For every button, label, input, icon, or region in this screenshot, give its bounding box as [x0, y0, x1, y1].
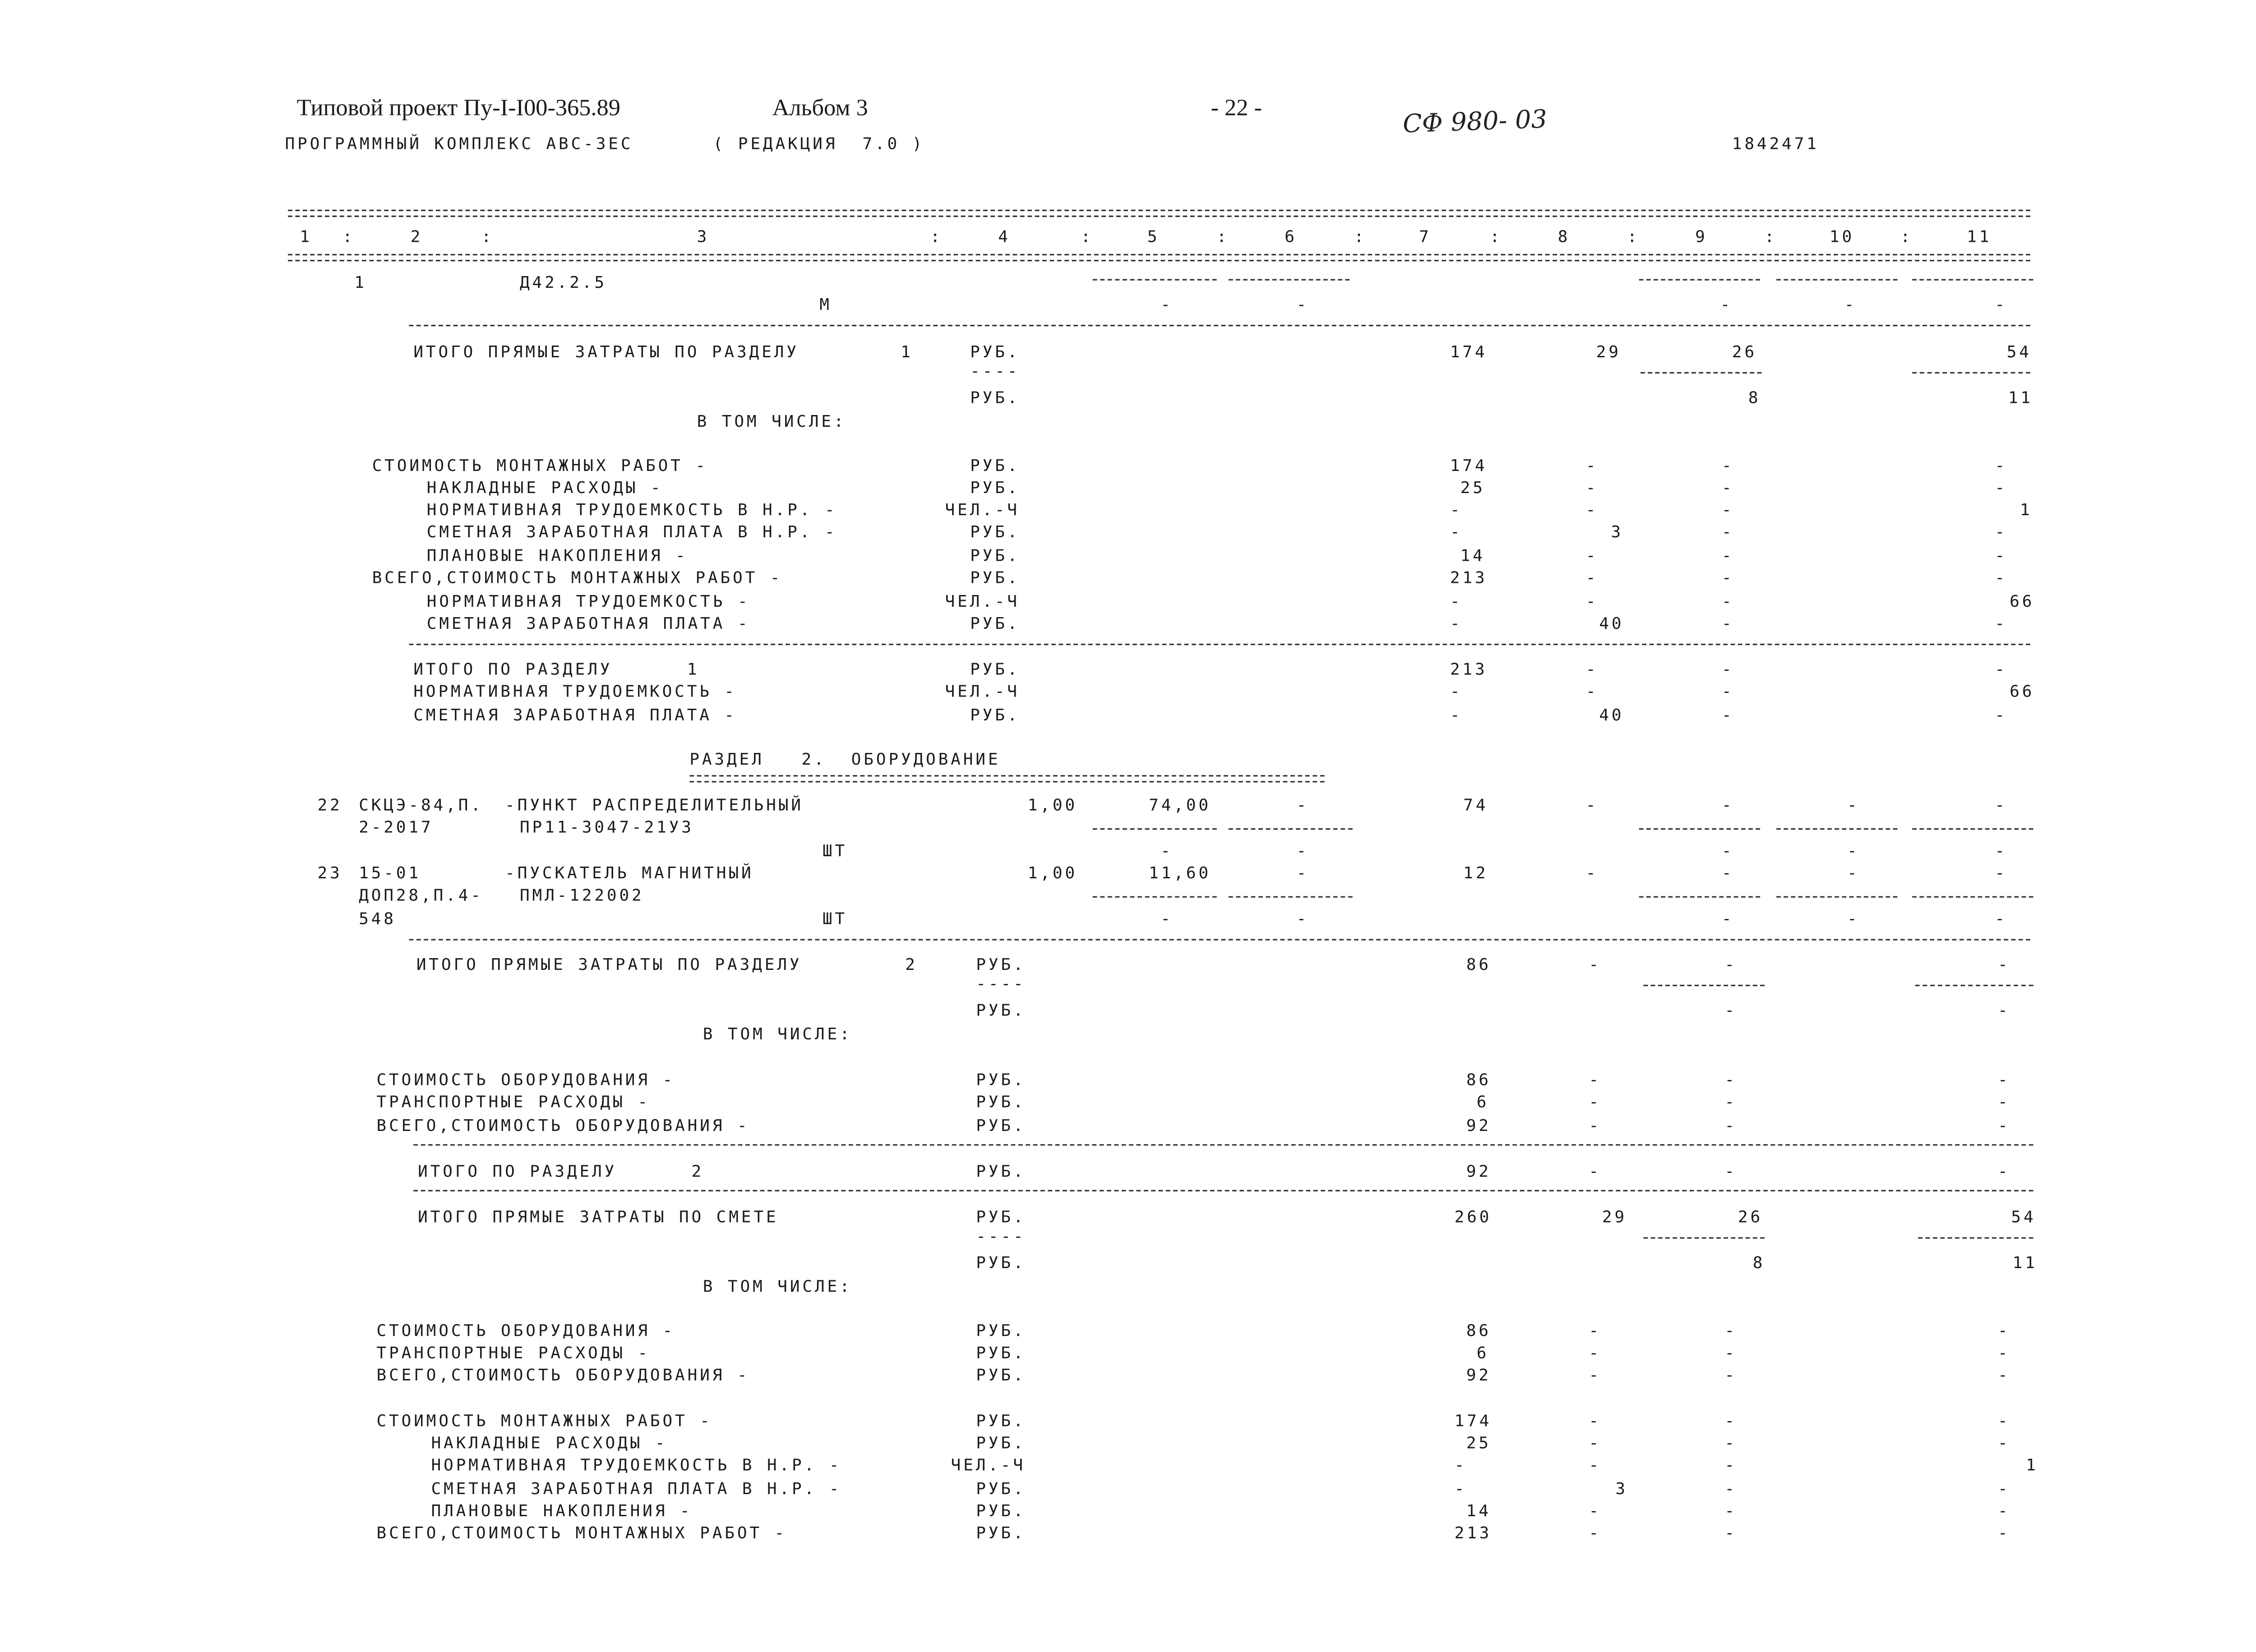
col-number: 8 [1558, 227, 1571, 247]
col-sep: : [481, 227, 494, 247]
row-unit: РУБ. [970, 660, 1020, 679]
col-number: 6 [1285, 227, 1297, 247]
header-rule-bottom-2 [288, 260, 2030, 261]
col-sep: : [1081, 227, 1094, 247]
cell-c8: - [1589, 1116, 1601, 1135]
cell-c11: 66 [2010, 592, 2035, 611]
col-number: 2 [410, 227, 423, 247]
cell-c8: - [1589, 955, 1601, 974]
cell-c8: - [1586, 660, 1599, 679]
cell-c7: 213 [1450, 660, 1488, 679]
album-label: Альбом 3 [772, 96, 868, 121]
cell-c9: - [1721, 660, 1734, 679]
cell-c7: 213 [1454, 1523, 1492, 1543]
cell-c7: - [1450, 592, 1463, 611]
cell-c7: - [1450, 522, 1463, 542]
cell-rule [1776, 279, 1897, 281]
row-label: НОРМАТИВНАЯ ТРУДОЕМКОСТЬ В Н.Р. - [431, 1455, 842, 1475]
cell-c11: - [1997, 1366, 2011, 1385]
handwritten-code: СФ 980- 03 [1402, 105, 1548, 140]
cell-c9: - [1721, 500, 1734, 520]
cell-c11: 11 [2008, 388, 2033, 408]
cell-c7: 6 [1476, 1343, 1489, 1363]
col-sep: : [1490, 227, 1502, 247]
cell-c11: - [1997, 1433, 2011, 1453]
cell-c8: - [1589, 1343, 1601, 1363]
row-unit: РУБ. [970, 478, 1020, 498]
row-label: СМЕТНАЯ ЗАРАБОТНАЯ ПЛАТА В Н.Р. - [431, 1479, 842, 1499]
cell-c11: - [1997, 1343, 2011, 1363]
cell-c11: - [1997, 1001, 2011, 1020]
cell-c9: - [1721, 706, 1734, 725]
cell-rule [1639, 279, 1760, 281]
cell-c9: - [1724, 1162, 1738, 1181]
row-unit: М [819, 295, 832, 315]
col-sep: : [342, 227, 355, 247]
cell-c9: - [1721, 478, 1734, 498]
cell-rule [1912, 372, 2030, 374]
cell-c9: - [1721, 546, 1734, 566]
cell-c11: - [1997, 1162, 2011, 1181]
cell-c8: - [1589, 1523, 1601, 1543]
header-rule-bottom [288, 254, 2030, 255]
cell-c8: - [1589, 1455, 1601, 1475]
row-rule [409, 644, 2030, 645]
cell-c8: - [1589, 1433, 1601, 1453]
cell-c7: 213 [1450, 568, 1488, 588]
row-unit: РУБ. [970, 522, 1020, 542]
item-name: -ПУСКАТЕЛЬ МАГНИТНЫЙ [505, 863, 754, 883]
item-quantity: 1,00 [1027, 863, 1078, 883]
cell-c8: - [1589, 1070, 1601, 1090]
row-unit: РУБ. [976, 1162, 1026, 1181]
cell-c11: 11 [2012, 1253, 2038, 1273]
row-unit: РУБ. [976, 1343, 1026, 1363]
cell-c8: 3 [1615, 1479, 1628, 1499]
row-unit: ЧЕЛ.-Ч [945, 682, 1020, 701]
cell-c11: - [1997, 955, 2011, 974]
col-number: 3 [697, 227, 710, 247]
cell-c9: - [1724, 1479, 1738, 1499]
section2-title: РАЗДЕЛ 2. ОБОРУДОВАНИЕ [689, 750, 1001, 770]
cell-c7: 86 [1466, 955, 1491, 974]
cell-c9: - [1724, 1501, 1738, 1521]
item-unit: ШТ [822, 841, 848, 861]
row-unit: РУБ. [970, 614, 1020, 633]
row-rule [409, 325, 2030, 326]
cell-rule [1093, 896, 1217, 897]
section-number: 2 [905, 955, 918, 974]
section-number: 1 [901, 342, 913, 362]
cell: - [1720, 295, 1733, 315]
cell-c8: - [1586, 500, 1599, 520]
row-unit: РУБ. [976, 1207, 1026, 1227]
row-code: Д42.2.5 [519, 273, 607, 292]
col-sep: : [930, 227, 943, 247]
row-label: СТОИМОСТЬ ОБОРУДОВАНИЯ - [376, 1070, 675, 1090]
col-number: 11 [1967, 227, 1992, 247]
cell-c11: - [1995, 568, 2007, 588]
cell-c11: - [1995, 614, 2007, 633]
cell-c10: - [1847, 795, 1860, 815]
row-label: СМЕТНАЯ ЗАРАБОТНАЯ ПЛАТА В Н.Р. - [426, 522, 837, 542]
cell: - [1995, 295, 2007, 315]
row-label: НОРМАТИВНАЯ ТРУДОЕМКОСТЬ В Н.Р. - [426, 500, 837, 520]
cell-c7: 74 [1463, 795, 1489, 815]
cell-c7: 174 [1450, 456, 1488, 475]
cell-c7: 86 [1466, 1321, 1491, 1341]
row-rule [413, 1144, 2033, 1145]
row-unit: РУБ. [976, 1366, 1026, 1385]
cell-c9: 8 [1752, 1253, 1766, 1273]
cell-c9: - [1724, 1455, 1738, 1475]
col-sep: : [1354, 227, 1367, 247]
cell-rule [1229, 279, 1350, 281]
item-price: 74,00 [1149, 795, 1211, 815]
cell-c8: - [1586, 682, 1599, 701]
cell-c11: - [1997, 1411, 2011, 1431]
col-number: 5 [1147, 227, 1160, 247]
cell-c7: 92 [1466, 1366, 1491, 1385]
cell-c7: - [1450, 706, 1463, 725]
col-number: 9 [1695, 227, 1708, 247]
cell-c7: - [1450, 682, 1463, 701]
row-unit: РУБ. [976, 1523, 1026, 1543]
cell-rule [1229, 896, 1353, 897]
item-name: -ПУНКТ РАСПРЕДЕЛИТЕЛЬНЫЙ [505, 795, 804, 815]
cell-rule [1912, 896, 2033, 897]
cell-c11: 66 [2010, 682, 2035, 701]
cell: - [1160, 909, 1173, 929]
cell-c11: - [1995, 660, 2007, 679]
cell-c11: 54 [2011, 1207, 2036, 1227]
row-unit: РУБ. [976, 1321, 1026, 1341]
cell-c7: - [1450, 614, 1463, 633]
row-unit: РУБ. [970, 388, 1020, 408]
cell-c8: 3 [1611, 522, 1624, 542]
item-name: ПР11-3047-21У3 [519, 818, 694, 837]
cell-c8: - [1586, 546, 1599, 566]
unit-underline: ---- [976, 1227, 1026, 1246]
item-price: 11,60 [1149, 863, 1211, 883]
row-unit: РУБ. [976, 1479, 1026, 1499]
unit-underline: ---- [976, 974, 1026, 994]
program-name: ПРОГРАММНЫЙ КОМПЛЕКС АВС-ЗЕС [285, 134, 633, 154]
cell-c6: - [1296, 795, 1309, 815]
including-label: В ТОМ ЧИСЛЕ: [697, 412, 846, 431]
cell-c11: - [1995, 546, 2007, 566]
row-label: ТРАНСПОРТНЫЕ РАСХОДЫ - [376, 1092, 650, 1112]
program-edition: ( РЕДАКЦИЯ 7.0 ) [713, 134, 925, 154]
row-unit: ЧЕЛ.-Ч [951, 1455, 1026, 1475]
cell-c8: - [1589, 1366, 1601, 1385]
doc-number: 1842471 [1732, 134, 1819, 154]
row-label: ТРАНСПОРТНЫЕ РАСХОДЫ - [376, 1343, 650, 1363]
col-sep: : [1627, 227, 1640, 247]
cell-rule [1643, 985, 1764, 986]
row-number: 1 [354, 273, 367, 292]
cell-rule [1776, 896, 1897, 897]
cell-c8: 40 [1599, 614, 1624, 633]
cell: - [1995, 909, 2007, 929]
row-unit: РУБ. [976, 1070, 1026, 1090]
cell: - [1160, 841, 1173, 861]
cell-c11: - [1997, 1321, 2011, 1341]
row-unit: РУБ. [976, 955, 1026, 974]
cell-c11: - [1995, 522, 2007, 542]
cell-c11: - [1995, 478, 2007, 498]
section2-title-underline [689, 775, 1324, 782]
cell-c11: - [1997, 1479, 2011, 1499]
col-sep: : [1216, 227, 1230, 247]
row-unit: РУБ. [976, 1433, 1026, 1453]
cell-c9: - [1724, 1433, 1738, 1453]
cell-c9: - [1721, 522, 1734, 542]
header-rule-top [288, 210, 2030, 211]
cell-rule [1229, 828, 1353, 830]
item-code: 2-2017 [359, 818, 434, 837]
row-unit: РУБ. [976, 1501, 1026, 1521]
cell: - [1721, 909, 1734, 929]
cell-c7: 25 [1466, 1433, 1491, 1453]
row-label: ВСЕГО,СТОИМОСТЬ МОНТАЖНЫХ РАБОТ - [376, 1523, 787, 1543]
cell-rule [1776, 828, 1897, 830]
cell-c7: - [1450, 500, 1463, 520]
cell: - [1844, 295, 1857, 315]
cell-c11: 54 [2006, 342, 2032, 362]
cell-c7: - [1454, 1479, 1467, 1499]
item-number: 22 [317, 795, 342, 815]
row-unit: РУБ. [976, 1253, 1026, 1273]
cell-rule [1643, 1237, 1764, 1238]
page-number: - 22 - [1211, 96, 1262, 121]
row-label: СТОИМОСТЬ МОНТАЖНЫХ РАБОТ - [372, 456, 708, 475]
cell: - [1296, 295, 1309, 315]
cell-c7: 14 [1466, 1501, 1491, 1521]
row-label: НОРМАТИВНАЯ ТРУДОЕМКОСТЬ - [413, 682, 737, 701]
row-unit: ЧЕЛ.-Ч [945, 592, 1020, 611]
row-label: НОРМАТИВНАЯ ТРУДОЕМКОСТЬ - [426, 592, 750, 611]
cell-c7: 6 [1476, 1092, 1489, 1112]
cell-c8: - [1586, 456, 1599, 475]
row-unit: РУБ. [976, 1001, 1026, 1020]
cell-c7: 260 [1454, 1207, 1492, 1227]
including-label: В ТОМ ЧИСЛЕ: [703, 1024, 852, 1044]
row-label: ПЛАНОВЫЕ НАКОПЛЕНИЯ - [426, 546, 688, 566]
cell-rule [1915, 985, 2034, 986]
cell-c9: - [1724, 1116, 1738, 1135]
cell-c11: 1 [2020, 500, 2033, 520]
cell-c11: - [1997, 1092, 2011, 1112]
row-unit: РУБ. [970, 456, 1020, 475]
cell-c9: - [1721, 795, 1734, 815]
cell-rule [1093, 279, 1217, 281]
row-unit: РУБ. [976, 1411, 1026, 1431]
cell-c9: 8 [1748, 388, 1761, 408]
cell-rule [1918, 1237, 2033, 1238]
cell: - [1847, 841, 1860, 861]
cell-c8: 29 [1596, 342, 1621, 362]
cell-c7: 25 [1460, 478, 1485, 498]
cell: - [1160, 295, 1173, 315]
cell-c8: 40 [1599, 706, 1624, 725]
cell-c8: - [1589, 1321, 1601, 1341]
cell-c9: 26 [1732, 342, 1757, 362]
cell-c8: - [1589, 1092, 1601, 1112]
cell-c9: - [1724, 1366, 1738, 1385]
item-unit: ШТ [822, 909, 848, 929]
row-label: ИТОГО ПО РАЗДЕЛУ 1 [413, 660, 700, 679]
cell-c11: - [1995, 706, 2007, 725]
cell-c9: - [1724, 1070, 1738, 1090]
cell-c11: - [1995, 456, 2007, 475]
cell-rule [1912, 828, 2033, 830]
cell-c11: - [1997, 1501, 2011, 1521]
cell-c7: 86 [1466, 1070, 1491, 1090]
col-sep: : [1900, 227, 1913, 247]
cell-c9: - [1724, 1092, 1738, 1112]
cell-c8: 29 [1602, 1207, 1627, 1227]
cell-c8: - [1589, 1411, 1601, 1431]
row-rule [413, 1190, 2033, 1191]
cell-c9: - [1724, 1411, 1738, 1431]
cell-c9: - [1721, 456, 1734, 475]
item-code: 15-01 [359, 863, 421, 883]
col-number: 7 [1419, 227, 1432, 247]
row-label: НАКЛАДНЫЕ РАСХОДЫ - [426, 478, 663, 498]
row-unit: РУБ. [970, 546, 1020, 566]
col-number: 4 [998, 227, 1011, 247]
cell-c9: - [1724, 1001, 1738, 1020]
row-unit: РУБ. [970, 568, 1020, 588]
row-label: ВСЕГО,СТОИМОСТЬ ОБОРУДОВАНИЯ - [376, 1116, 750, 1135]
cell-c8: - [1586, 795, 1599, 815]
item-name: ПМЛ-122002 [519, 886, 644, 905]
cell-c7: 92 [1466, 1162, 1491, 1181]
col-number: 1 [300, 227, 312, 247]
including-label: В ТОМ ЧИСЛЕ: [703, 1277, 852, 1297]
cell-c7: 92 [1466, 1116, 1491, 1135]
cell-c9: - [1721, 568, 1734, 588]
cell-c9: - [1724, 1523, 1738, 1543]
cell: - [1847, 909, 1860, 929]
row-label: СМЕТНАЯ ЗАРАБОТНАЯ ПЛАТА - [426, 614, 750, 633]
row-label: ИТОГО ПРЯМЫЕ ЗАТРАТЫ ПО РАЗДЕЛУ [413, 342, 799, 362]
row-label: ИТОГО ПРЯМЫЕ ЗАТРАТЫ ПО СМЕТЕ [418, 1207, 779, 1227]
item-code: 548 [359, 909, 396, 929]
cell-c11: 1 [2026, 1455, 2039, 1475]
item-code: СКЦЭ-84,П. [359, 795, 483, 815]
cell-c9: - [1724, 1321, 1738, 1341]
row-unit: РУБ. [970, 706, 1020, 725]
cell-c9: - [1721, 682, 1734, 701]
col-sep: : [1764, 227, 1777, 247]
cell-c11: - [1997, 1523, 2011, 1543]
project-title: Типовой проект Пу-I-I00-365.89 [296, 96, 620, 121]
row-label: ВСЕГО,СТОИМОСТЬ МОНТАЖНЫХ РАБОТ - [372, 568, 783, 588]
row-label: СМЕТНАЯ ЗАРАБОТНАЯ ПЛАТА - [413, 706, 737, 725]
row-unit: РУБ. [976, 1116, 1026, 1135]
cell-rule [1639, 828, 1760, 830]
cell-rule [1639, 896, 1760, 897]
cell-c8: - [1586, 863, 1599, 883]
cell-c8: - [1586, 478, 1599, 498]
cell-c10: - [1847, 863, 1860, 883]
cell-c9: - [1724, 955, 1738, 974]
cell-c7: - [1454, 1455, 1467, 1475]
cell: - [1995, 841, 2007, 861]
cell-c11: - [1995, 795, 2007, 815]
cell-c6: - [1296, 863, 1309, 883]
cell-rule [1093, 828, 1217, 830]
cell-c11: - [1997, 1070, 2011, 1090]
cell-c8: - [1586, 592, 1599, 611]
row-unit: РУБ. [970, 342, 1020, 362]
cell-c11: - [1997, 1116, 2011, 1135]
cell-c8: - [1589, 1162, 1601, 1181]
cell-c8: - [1586, 568, 1599, 588]
item-code: ДОП28,П.4- [359, 886, 483, 905]
row-label: ИТОГО ПРЯМЫЕ ЗАТРАТЫ ПО РАЗДЕЛУ [416, 955, 802, 974]
cell-c7: 174 [1454, 1411, 1492, 1431]
cell-c7: 12 [1463, 863, 1489, 883]
row-label: ПЛАНОВЫЕ НАКОПЛЕНИЯ - [431, 1501, 693, 1521]
header-rule-top-2 [288, 216, 2030, 217]
col-number: 10 [1829, 227, 1854, 247]
row-unit: ЧЕЛ.-Ч [945, 500, 1020, 520]
row-label: СТОИМОСТЬ МОНТАЖНЫХ РАБОТ - [376, 1411, 712, 1431]
cell-c9: - [1721, 614, 1734, 633]
cell-c9: - [1721, 863, 1734, 883]
cell-rule [1912, 279, 2033, 281]
item-number: 23 [317, 863, 342, 883]
row-unit: РУБ. [976, 1092, 1026, 1112]
cell-c11: - [1995, 863, 2007, 883]
cell-c9: - [1724, 1343, 1738, 1363]
cell-c7: 174 [1450, 342, 1488, 362]
row-label: НАКЛАДНЫЕ РАСХОДЫ - [431, 1433, 668, 1453]
cell: - [1296, 841, 1309, 861]
row-label: СТОИМОСТЬ ОБОРУДОВАНИЯ - [376, 1321, 675, 1341]
cell-rule [1641, 372, 1761, 374]
cell: - [1721, 841, 1734, 861]
row-rule [409, 939, 2030, 940]
item-quantity: 1,00 [1027, 795, 1078, 815]
cell: - [1296, 909, 1309, 929]
unit-underline: ---- [970, 361, 1020, 381]
cell-c9: - [1721, 592, 1734, 611]
cell-c9: 26 [1738, 1207, 1763, 1227]
row-label: ИТОГО ПО РАЗДЕЛУ 2 [418, 1162, 704, 1181]
cell-c7: 14 [1460, 546, 1485, 566]
cell-c8: - [1589, 1501, 1601, 1521]
row-label: ВСЕГО,СТОИМОСТЬ ОБОРУДОВАНИЯ - [376, 1366, 750, 1385]
